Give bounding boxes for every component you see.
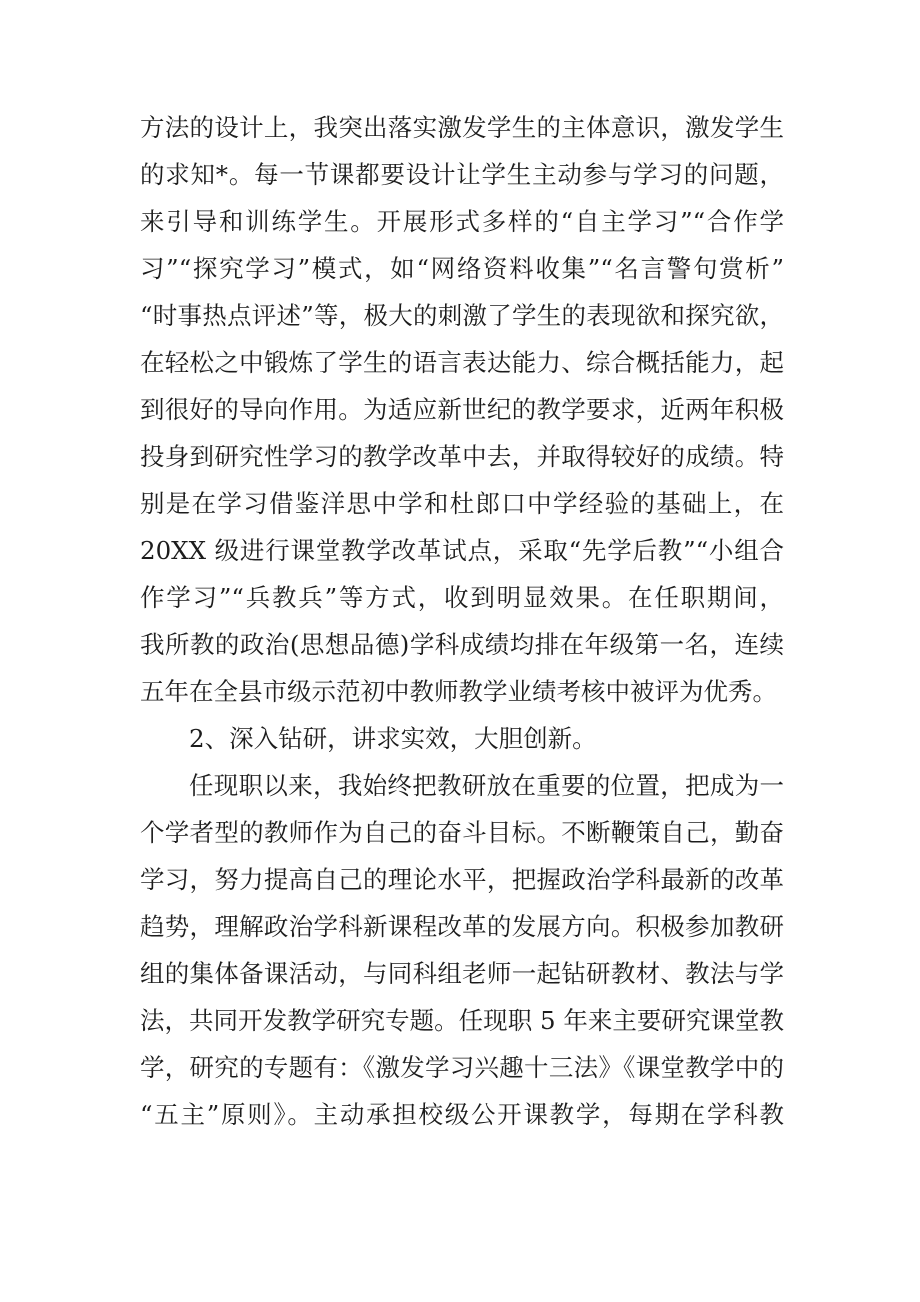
text-line: 来引导和训练学生。开展形式多样的“自主学习”“合作学 xyxy=(140,207,784,236)
text-line: 组的集体备课活动，与同科组老师一起钻研教材、教法与学 xyxy=(140,959,784,988)
document-body xyxy=(140,104,784,1138)
text-line: 法，共同开发教学研究专题。任现职 5 年来主要研究课堂教 xyxy=(140,1006,784,1035)
text-line: 任现职以来，我始终把教研放在重要的位置，把成为一 xyxy=(189,771,784,800)
text-line: 方法的设计上，我突出落实激发学生的主体意识，激发学生 xyxy=(140,113,784,142)
text-line: 我所教的政治(思想品德)学科成绩均排在年级第一名，连续 xyxy=(140,630,784,659)
text-line: 的求知*。每一节课都要设计让学生主动参与学习的问题， xyxy=(140,160,784,189)
text-line: 学习，努力提高自己的理论水平，把握政治学科最新的改革 xyxy=(140,865,784,894)
section-heading: 2、深入钻研，讲求实效，大胆创新。 xyxy=(189,724,597,753)
text-line: 学，研究的专题有：《激发学习兴趣十三法》《课堂教学中的 xyxy=(140,1053,784,1082)
text-line: 习”“探究学习”模式，如“网络资料收集”“名言警句赏析” xyxy=(140,254,784,283)
text-line: “五主”原则》。主动承担校级公开课教学，每期在学科教 xyxy=(140,1100,784,1129)
paragraph-1 xyxy=(140,104,784,715)
text-line: 在轻松之中锻炼了学生的语言表达能力、综合概括能力，起 xyxy=(140,348,784,377)
text-line: 别是在学习借鉴洋思中学和杜郎口中学经验的基础上，在 xyxy=(140,489,784,518)
text-line: “时事热点评述”等，极大的刺激了学生的表现欲和探究欲， xyxy=(140,301,784,330)
text-line: 20XX 级进行课堂教学改革试点，采取“先学后教”“小组合 xyxy=(140,536,784,565)
paragraph-2 xyxy=(140,762,784,1138)
text-line: 到很好的导向作用。为适应新世纪的教学要求，近两年积极 xyxy=(140,395,784,424)
text-line: 作学习”“兵教兵”等方式，收到明显效果。在任职期间， xyxy=(140,583,784,612)
text-line: 个学者型的教师作为自己的奋斗目标。不断鞭策自己，勤奋 xyxy=(140,818,784,847)
text-line: 五年在全县市级示范初中教师教学业绩考核中被评为优秀。 xyxy=(140,677,777,706)
text-line: 趋势，理解政治学科新课程改革的发展方向。积极参加教研 xyxy=(140,912,784,941)
text-line: 投身到研究性学习的教学改革中去，并取得较好的成绩。特 xyxy=(140,442,784,471)
